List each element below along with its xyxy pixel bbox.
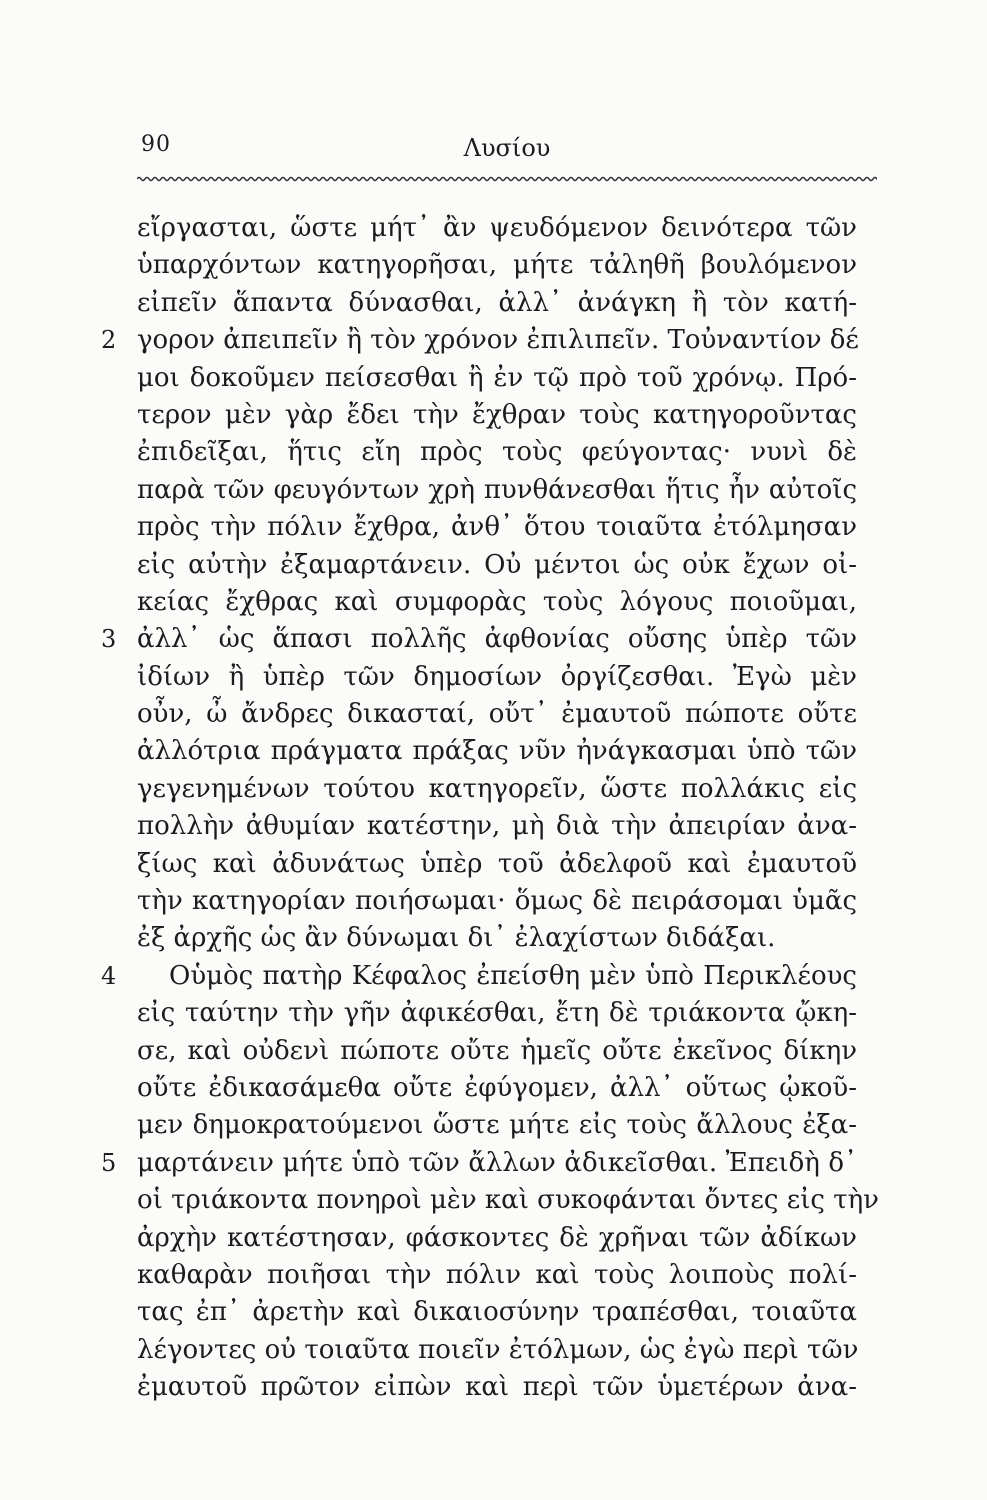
section-number: 3 — [101, 625, 117, 654]
line-text: πρὸς τὴν πόλιν ἔχθρα, ἀνθ᾽ ὅτου τοιαῦτα ἐτόλμησαν — [137, 512, 857, 543]
text-line — [137, 472, 857, 509]
line-text: ἐπιδεῖξαι, ἥτις εἴη πρὸς τοὺς φεύγοντας· νυνὶ δὲ — [137, 437, 857, 468]
line-text: ἐμαυτοῦ πρῶτον εἰπὼν καὶ περὶ τῶν ὑμετέρων ἀνα- — [137, 1372, 857, 1403]
line-text: οἱ τριάκοντα πονηροὶ μὲν καὶ συκοφάνται ὄντες εἰς τὴν — [137, 1185, 879, 1216]
text-line — [137, 1294, 857, 1331]
header-wavy-rule — [137, 176, 877, 182]
line-text: μεν δημοκρατούμενοι ὥστε μήτε εἰς τοὺς ἄλλους ἐξα- — [137, 1110, 857, 1141]
line-text: τας ἐπ᾽ ἀρετὴν καὶ δικαιοσύνην τραπέσθαι, τοιαῦτα — [137, 1297, 857, 1328]
line-text: τερον μὲν γὰρ ἔδει τὴν ἔχθραν τοὺς κατηγοροῦντας — [137, 399, 857, 430]
text-line — [137, 360, 857, 397]
text-line — [137, 883, 857, 920]
text-line — [101, 621, 857, 658]
line-text: Οὑμὸς πατὴρ Κέφαλος ἐπείσθη μὲν ὑπὸ Περικλέους — [169, 960, 857, 991]
body-text — [101, 210, 879, 1407]
text-line — [137, 1182, 879, 1219]
line-text: γεγενημένων τούτου κατηγορεῖν, ὥστε πολλάκις εἰς — [137, 773, 857, 804]
line-text: εἰς αὐτὴν ἐξαμαρτάνειν. Οὐ μέντοι ὡς οὐκ ἔχων οἰ- — [137, 549, 857, 580]
section-number: 5 — [101, 1148, 117, 1177]
text-line — [137, 1107, 857, 1144]
page-header — [137, 126, 877, 170]
line-text: ἀλλ᾽ ὡς ἅπασι πολλῆς ἀφθονίας οὔσης ὑπὲρ τῶν — [137, 624, 857, 655]
text-line — [137, 547, 857, 584]
line-text: ἀλλότρια πράγματα πράξας νῦν ἠνάγκασμαι ὑπὸ τῶν — [137, 736, 857, 767]
line-text: τὴν κατηγορίαν ποιήσωμαι· ὅμως δὲ πειράσομαι ὑμᾶς — [137, 886, 857, 917]
text-line — [137, 584, 857, 621]
section-number: 2 — [101, 326, 117, 355]
line-text: ξίως καὶ ἀδυνάτως ὑπὲρ τοῦ ἀδελφοῦ καὶ ἐμαυτοῦ — [137, 848, 857, 879]
line-text: εἰπεῖν ἅπαντα δύνασθαι, ἀλλ᾽ ἀνάγκη ἢ τὸν κατή- — [137, 287, 857, 318]
line-text: οὖν, ὦ ἄνδρες δικασταί, οὔτ᾽ ἐμαυτοῦ πώποτε οὔτε — [137, 699, 857, 730]
text-line — [101, 958, 857, 995]
line-text: παρὰ τῶν φευγόντων χρὴ πυνθάνεσθαι ἥτις ἦν αὐτοῖς — [137, 474, 857, 505]
text-line — [137, 1257, 857, 1294]
text-line — [137, 846, 857, 883]
text-line — [137, 771, 857, 808]
page-number: 90 — [141, 132, 171, 157]
line-text: λέγοντες οὐ τοιαῦτα ποιεῖν ἐτόλμων, ὡς ἐγὼ περὶ τῶν — [137, 1334, 859, 1365]
text-line — [137, 733, 857, 770]
text-line — [101, 322, 859, 359]
text-line — [137, 397, 857, 434]
line-text: ὑπαρχόντων κατηγορῆσαι, μήτε τἀληθῆ βουλόμενον — [137, 250, 857, 281]
line-text: οὔτε ἐδικασάμεθα οὔτε ἐφύγομεν, ἀλλ᾽ οὕτως ᾠκοῦ- — [137, 1072, 857, 1103]
text-line — [137, 995, 857, 1032]
line-text: ἐξ ἀρχῆς ὡς ἂν δύνωμαι δι᾽ ἐλαχίστων διδάξαι. — [137, 923, 776, 954]
text-line — [137, 808, 857, 845]
line-text: σε, καὶ οὐδενὶ πώποτε οὔτε ἡμεῖς οὔτε ἐκεῖνος δίκην — [137, 1035, 857, 1066]
text-line — [137, 1033, 857, 1070]
text-line — [137, 247, 857, 284]
text-line — [101, 1145, 857, 1182]
text-line — [137, 210, 857, 247]
text-line — [137, 1220, 857, 1257]
section-number: 4 — [101, 961, 117, 990]
line-text: γορον ἀπειπεῖν ἢ τὸν χρόνον ἐπιλιπεῖν. Τοὐναντίον δέ — [137, 325, 859, 356]
line-text: ἀρχὴν κατέστησαν, φάσκοντες δὲ χρῆναι τῶν ἀδίκων — [137, 1222, 857, 1253]
text-line — [137, 509, 857, 546]
line-text: κείας ἔχθρας καὶ συμφορὰς τοὺς λόγους ποιοῦμαι, — [137, 586, 857, 617]
line-text: μοι δοκοῦμεν πείσεσθαι ἢ ἐν τῷ πρὸ τοῦ χρόνῳ. Πρό- — [137, 362, 857, 393]
line-text: εἴργασται, ὥστε μήτ᾽ ἂν ψευδόμενον δεινότερα τῶν — [137, 213, 857, 243]
line-text: εἰς ταύτην τὴν γῆν ἀφικέσθαι, ἔτη δὲ τριάκοντα ᾤκη- — [137, 998, 857, 1029]
text-line — [137, 1070, 857, 1107]
text-line — [137, 920, 857, 957]
text-line — [137, 285, 857, 322]
text-line — [137, 659, 857, 696]
line-text: καθαρὰν ποιῆσαι τὴν πόλιν καὶ τοὺς λοιποὺς πολί- — [137, 1259, 857, 1290]
line-text: μαρτάνειν μήτε ὑπὸ τῶν ἄλλων ἀδικεῖσθαι. Ἐπειδὴ δ᾽ — [137, 1147, 857, 1178]
line-text: ἰδίων ἢ ὑπὲρ τῶν δημοσίων ὀργίζεσθαι. Ἐγὼ μὲν — [137, 661, 857, 692]
line-text: πολλὴν ἀθυμίαν κατέστην, μὴ διὰ τὴν ἀπειρίαν ἀνα- — [137, 811, 857, 842]
running-title: Λυσίου — [463, 134, 551, 162]
text-line — [137, 434, 857, 471]
text-line — [137, 1332, 857, 1369]
text-line — [137, 1369, 857, 1406]
text-line — [137, 696, 857, 733]
